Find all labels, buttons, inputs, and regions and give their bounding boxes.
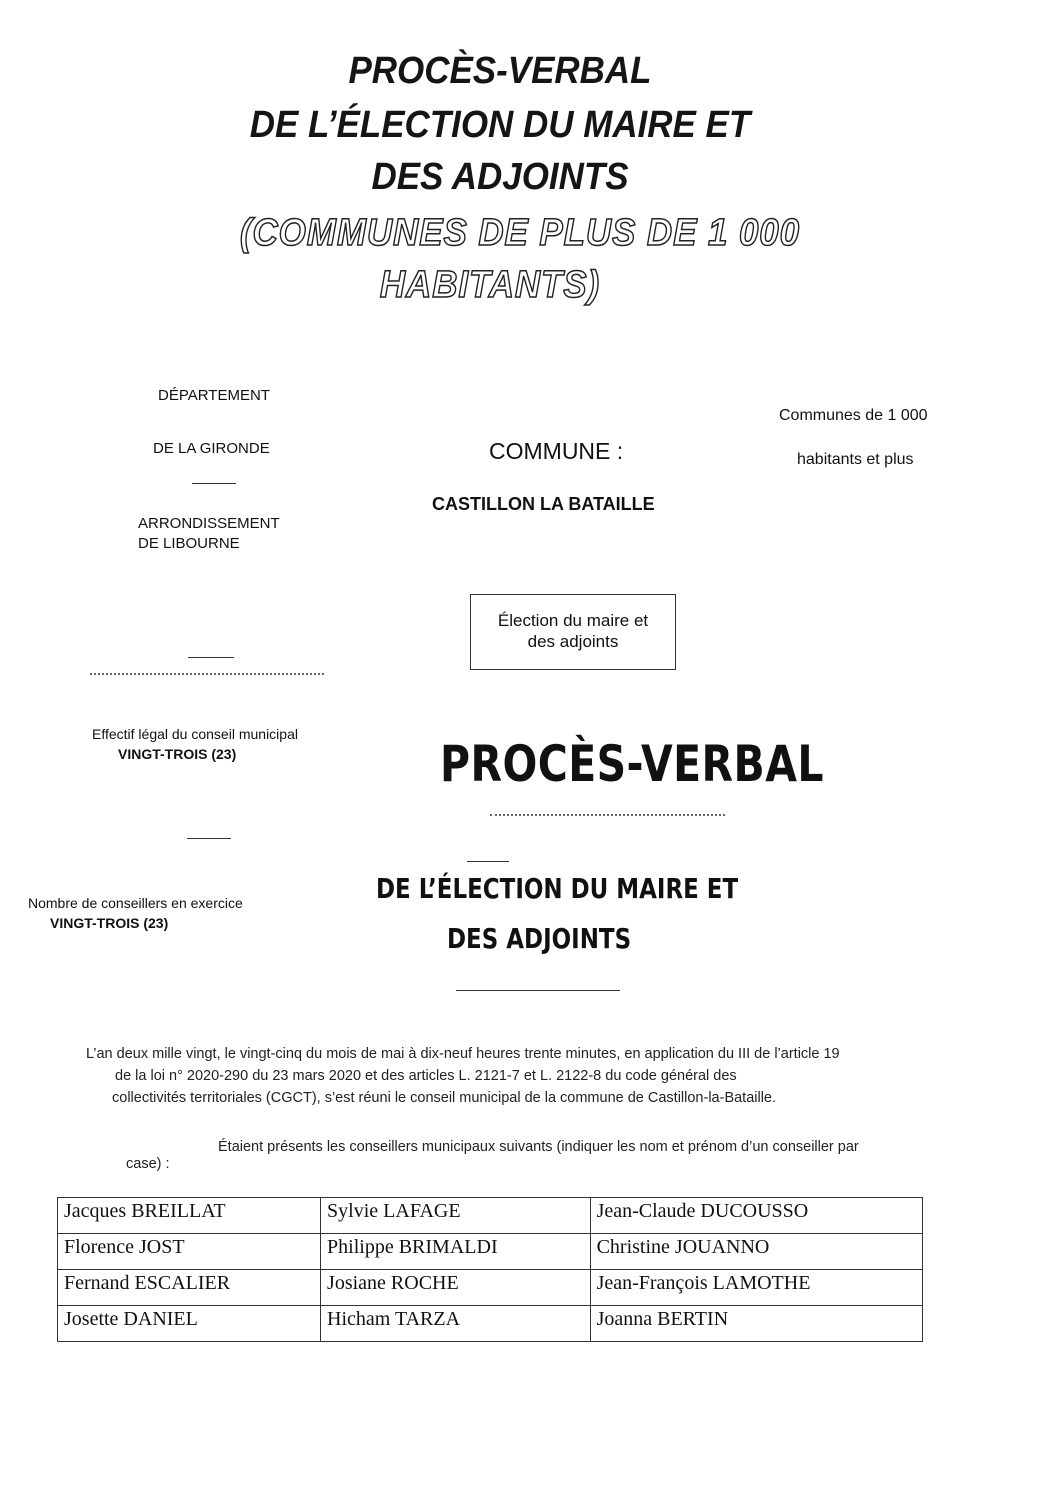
councillor-cell: Christine JOUANNO — [590, 1234, 922, 1270]
councillor-cell: Jacques BREILLAT — [58, 1198, 321, 1234]
divider — [192, 483, 236, 484]
subtitle-line-1: DE L’ÉLECTION DU MAIRE ET — [376, 872, 739, 905]
divider — [456, 990, 620, 991]
commune-name: CASTILLON LA BATAILLE — [432, 494, 655, 514]
councillor-cell: Jean-François LAMOTHE — [590, 1270, 922, 1306]
table-row — [58, 1306, 923, 1342]
table-row — [58, 1270, 923, 1306]
box-line-1: Élection du maire et — [497, 611, 649, 630]
councillor-cell: Josiane ROCHE — [321, 1270, 591, 1306]
effectif-value: VINGT-TROIS (23) — [118, 746, 237, 762]
councillor-cell: Florence JOST — [58, 1234, 321, 1270]
councillor-cell: Jean-Claude DUCOUSSO — [590, 1198, 922, 1234]
councillor-cell: Joanna BERTIN — [590, 1306, 922, 1342]
communes-label-1: Communes de 1 000 — [779, 407, 928, 424]
councillor-cell: Fernand ESCALIER — [58, 1270, 321, 1306]
nombre-value: VINGT-TROIS (23) — [50, 915, 169, 931]
libourne-label: DE LIBOURNE — [138, 535, 240, 552]
departement-label: DÉPARTEMENT — [158, 387, 270, 404]
arrondissement-label: ARRONDISSEMENT — [138, 515, 280, 532]
divider — [188, 657, 234, 658]
header-line-1: PROCÈS-VERBAL — [348, 50, 652, 92]
divider — [467, 861, 509, 862]
dotted-line — [490, 814, 725, 816]
commune-label: COMMUNE : — [489, 438, 624, 464]
paragraph-line-2: de la loi n° 2020-290 du 23 mars 2020 et des articles L. 2121-7 et L. 2122-8 du code général des — [115, 1068, 737, 1084]
present-line-1: Étaient présents les conseillers municipaux suivants (indiquer les nom et prénom d’un conseiller par — [218, 1139, 859, 1155]
table-row — [58, 1234, 923, 1270]
councillor-cell: Josette DANIEL — [58, 1306, 321, 1342]
table-row — [58, 1198, 923, 1234]
gironde-label: DE LA GIRONDE — [153, 440, 270, 457]
nombre-label: Nombre de conseillers en exercice — [28, 895, 243, 911]
paragraph-line-1: L’an deux mille vingt, le vingt-cinq du mois de mai à dix-neuf heures trente minutes, en application du III de l’article 19 — [86, 1046, 840, 1062]
box-line-2: des adjoints — [527, 632, 619, 652]
header-line-2: DE L’ÉLECTION DU MAIRE ET — [249, 104, 751, 146]
councillor-cell: Sylvie LAFAGE — [321, 1198, 591, 1234]
communes-label-2: habitants et plus — [797, 451, 914, 468]
subtitle-line-2: DES ADJOINTS — [447, 922, 632, 955]
dotted-line — [90, 673, 324, 675]
header-line-3: DES ADJOINTS — [371, 156, 629, 198]
header-line-5: HABITANTS) — [379, 264, 601, 306]
header-line-4: (COMMUNES DE PLUS DE 1 000 — [239, 212, 801, 254]
councillors-table — [57, 1197, 923, 1342]
councillor-cell: Philippe BRIMALDI — [321, 1234, 591, 1270]
election-box — [470, 594, 676, 670]
present-line-2: case) : — [126, 1156, 170, 1172]
effectif-label: Effectif légal du conseil municipal — [92, 726, 298, 742]
pv-title: PROCÈS-VERBAL — [440, 735, 824, 793]
paragraph-line-3: collectivités territoriales (CGCT), s’est réuni le conseil municipal de la commune de Castillon-la-Bataille. — [112, 1090, 777, 1106]
councillor-cell: Hicham TARZA — [321, 1306, 591, 1342]
divider — [187, 838, 231, 839]
